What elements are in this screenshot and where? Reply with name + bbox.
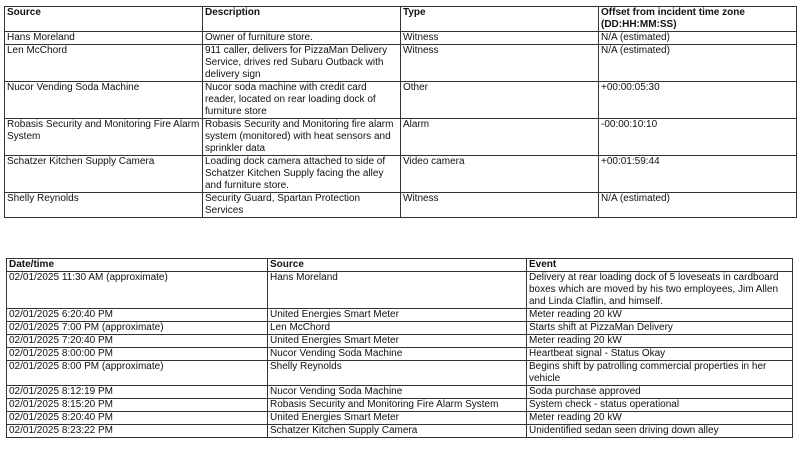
table-cell: 02/01/2025 7:00 PM (approximate) <box>7 322 268 335</box>
table-cell: 02/01/2025 8:12:19 PM <box>7 386 268 399</box>
table-cell: Starts shift at PizzaMan Delivery <box>527 322 793 335</box>
table-cell: Witness <box>401 193 599 218</box>
table-cell: Witness <box>401 32 599 45</box>
column-header-offset: Offset from incident time zone (DD:HH:MM:SS) <box>599 7 797 32</box>
table-row <box>7 361 793 386</box>
table-cell: Security Guard, Spartan Protection Services <box>203 193 401 218</box>
table-cell: Hans Moreland <box>268 272 527 309</box>
table-cell: +00:01:59:44 <box>599 156 797 193</box>
table-row <box>5 82 797 119</box>
table-row <box>7 335 793 348</box>
table-cell: System check - status operational <box>527 399 793 412</box>
table-cell: N/A (estimated) <box>599 193 797 218</box>
table-cell: Len McChord <box>268 322 527 335</box>
table-cell: Heartbeat signal - Status Okay <box>527 348 793 361</box>
table-cell: Shelly Reynolds <box>5 193 203 218</box>
table-cell: 02/01/2025 7:20:40 PM <box>7 335 268 348</box>
table-row <box>7 399 793 412</box>
table-cell: 02/01/2025 6:20:40 PM <box>7 309 268 322</box>
table-cell: Hans Moreland <box>5 32 203 45</box>
column-header-datetime: Date/time <box>7 259 268 272</box>
table-cell: Soda purchase approved <box>527 386 793 399</box>
table-cell: United Energies Smart Meter <box>268 335 527 348</box>
table-row <box>7 348 793 361</box>
table-cell: Alarm <box>401 119 599 156</box>
table-row <box>5 156 797 193</box>
table-cell: Robasis Security and Monitoring fire alarm system (monitored) with heat sensors and sprinkler data <box>203 119 401 156</box>
table-cell: 02/01/2025 8:00 PM (approximate) <box>7 361 268 386</box>
table-cell: 911 caller, delivers for PizzaMan Delivery Service, drives red Subaru Outback with delivery sign <box>203 45 401 82</box>
column-header-source: Source <box>5 7 203 32</box>
table-cell: Meter reading 20 kW <box>527 335 793 348</box>
table-row <box>7 386 793 399</box>
timeline-table <box>6 258 793 438</box>
table-row <box>7 425 793 438</box>
table-row <box>5 45 797 82</box>
table-cell: Nucor Vending Soda Machine <box>5 82 203 119</box>
table-cell: Shelly Reynolds <box>268 361 527 386</box>
table-cell: +00:00:05:30 <box>599 82 797 119</box>
table-row <box>7 309 793 322</box>
table-cell: 02/01/2025 8:23:22 PM <box>7 425 268 438</box>
table-cell: Len McChord <box>5 45 203 82</box>
table-cell: Nucor soda machine with credit card reader, located on rear loading dock of furniture store <box>203 82 401 119</box>
table-cell: United Energies Smart Meter <box>268 309 527 322</box>
table-cell: United Energies Smart Meter <box>268 412 527 425</box>
table-cell: N/A (estimated) <box>599 32 797 45</box>
table-cell: 02/01/2025 11:30 AM (approximate) <box>7 272 268 309</box>
table-cell: Video camera <box>401 156 599 193</box>
column-header-type: Type <box>401 7 599 32</box>
table-cell: N/A (estimated) <box>599 45 797 82</box>
table-cell: Schatzer Kitchen Supply Camera <box>268 425 527 438</box>
table-cell: Unidentified sedan seen driving down alley <box>527 425 793 438</box>
table-cell: Nucor Vending Soda Machine <box>268 386 527 399</box>
column-header-description: Description <box>203 7 401 32</box>
table-cell: Meter reading 20 kW <box>527 309 793 322</box>
sources-table <box>4 6 797 218</box>
table-cell: Loading dock camera attached to side of Schatzer Kitchen Supply facing the alley and furniture store. <box>203 156 401 193</box>
header-row <box>7 259 793 272</box>
table-cell: Schatzer Kitchen Supply Camera <box>5 156 203 193</box>
table-cell: Other <box>401 82 599 119</box>
table-row <box>5 32 797 45</box>
table-cell: Delivery at rear loading dock of 5 loveseats in cardboard boxes which are moved by his two employees, Jim Allen and Linda Claflin, and himself. <box>527 272 793 309</box>
table-cell: 02/01/2025 8:00:00 PM <box>7 348 268 361</box>
table-row <box>7 322 793 335</box>
table-row <box>7 412 793 425</box>
table-cell: Robasis Security and Monitoring Fire Alarm System <box>5 119 203 156</box>
column-header-source: Source <box>268 259 527 272</box>
table-cell: Owner of furniture store. <box>203 32 401 45</box>
table-cell: 02/01/2025 8:15:20 PM <box>7 399 268 412</box>
table-cell: Meter reading 20 kW <box>527 412 793 425</box>
table-cell: -00:00:10:10 <box>599 119 797 156</box>
table-row <box>7 272 793 309</box>
table-cell: 02/01/2025 8:20:40 PM <box>7 412 268 425</box>
column-header-event: Event <box>527 259 793 272</box>
table-cell: Begins shift by patrolling commercial properties in her vehicle <box>527 361 793 386</box>
table-cell: Nucor Vending Soda Machine <box>268 348 527 361</box>
table-cell: Witness <box>401 45 599 82</box>
header-row <box>5 7 797 32</box>
table-cell: Robasis Security and Monitoring Fire Alarm System <box>268 399 527 412</box>
table-row <box>5 119 797 156</box>
table-row <box>5 193 797 218</box>
